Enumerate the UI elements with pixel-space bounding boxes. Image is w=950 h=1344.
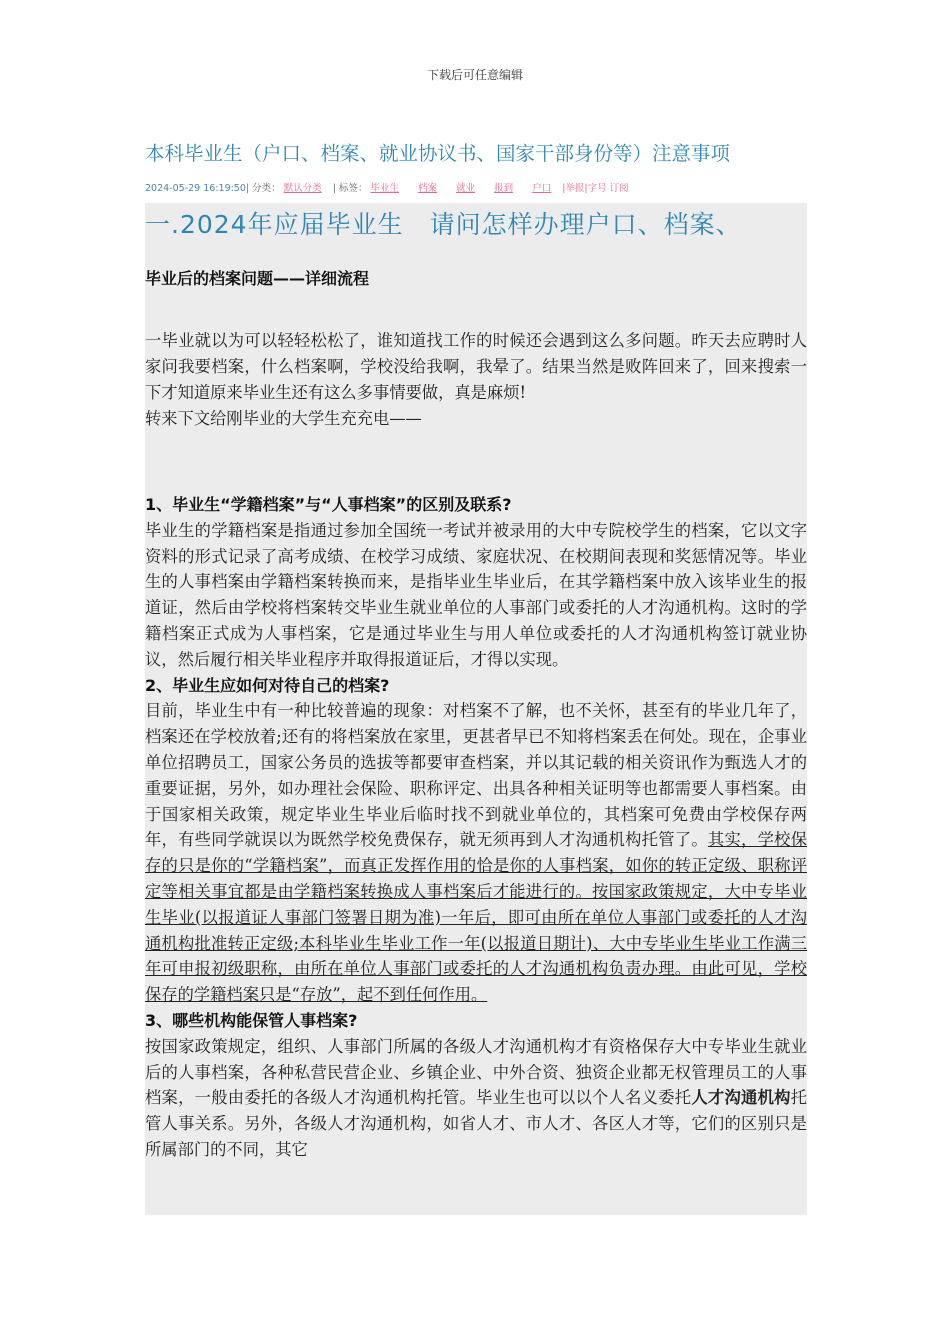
article-subheading: 毕业后的档案问题——详细流程	[145, 269, 370, 288]
tag-link-report[interactable]: 报到	[494, 183, 514, 194]
intro-paragraph: 一毕业就以为可以轻轻松松了，谁知道找工作的时候还会遇到这么多问题。昨天去应聘时人家问我要档案，什么档案啊，学校没给我啊，我晕了。结果当然是败阵回来了，回来搜索一下才知道原来毕业生还有这么多事情要做，真是麻烦!	[145, 331, 807, 402]
section-2-plain: 目前，毕业生中有一种比较普遍的现象：对档案不了解，也不关怀，甚至有的毕业几年了，档案还在学校放着;还有的将档案放在家里，更甚者早已不知将档案丢在何处。现在，企事业单位招聘员工，国家公务员的选拔等都要审查档案，并以其记载的相关资讯作为甄选人才的重要证据，另外，如办理社会保险、职称评定、出具各种相关证明等也都需要人事档案。由于国家相关政策，规定毕业生毕业后临时找不到就业单位的，其档案可免费由学校保存两年，有些同学就误以为既然学校免费保存，就无须再到人才沟通机构托管了。	[145, 701, 807, 850]
tag-link-archive[interactable]: 档案	[418, 183, 438, 194]
category-label: 分类：	[252, 183, 281, 194]
article-body	[145, 492, 807, 1163]
article-meta	[145, 180, 629, 194]
section-3-part-a: 按国家政策规定，组织、人事部门所属的各级人才沟通机构才有资格保存大中专毕业生就业后的人事档案，各种私营民营企业、乡镇企业、中外合资、独资企业都无权管理员工的人事档案，一般由委托的各级人才沟通机构托管。毕业生也可以以个人名义委托	[145, 1036, 807, 1108]
top-note: 下载后可任意编辑	[426, 68, 523, 82]
intro-forward-line: 转来下文给刚毕业的大学生充充电——	[145, 409, 422, 428]
post-datetime: 2024-05-29 16:19:50|	[145, 183, 250, 194]
article-title: 本科毕业生（户口、档案、就业协议书、国家干部身份等）注意事项	[145, 142, 731, 165]
section-3-title: 3、哪些机构能保管人事档案?	[145, 1010, 358, 1030]
section-2-underlined: 其实，学校保存的只是你的“学籍档案”，而真正发挥作用的恰是你的人事档案，如你的转正定级、职称评定等相关事宜都是由学籍档案转换成人事档案后才能进行的。按国家政策规定，大中专毕业生毕业(以报道证人事部门签署日期为准)一年后，即可由所在单位人事部门或委托的人才沟通机构批准转正定级;本科毕业生毕业工作一年(以报道日期计)、大中专毕业生毕业工作满三年可申报初级职称，由所在单位人事部门或委托的人才沟通机构负责办理。由此可见，学校保存的学籍档案只是“存放”，起不到任何作用。	[145, 830, 807, 1005]
section-2-text	[145, 698, 807, 1008]
section-3-bold-term: 人才沟通机构	[691, 1088, 791, 1108]
section-3-part-b: 托管人事关系。另外，各级人才沟通机构，如省人才、市人才、各区人才等，它们的区别只是所属部门的不同，其它	[145, 1088, 807, 1159]
tag-link-graduate[interactable]: 毕业生	[370, 183, 400, 194]
tags-label: | 标签：	[332, 183, 368, 194]
meta-actions[interactable]: |举报|字号 订阅	[562, 183, 629, 194]
intro-block	[145, 328, 807, 432]
section-3-text	[145, 1034, 807, 1163]
tag-link-employment[interactable]: 就业	[456, 183, 476, 194]
section-2-title: 2、毕业生应如何对待自己的档案?	[145, 675, 390, 695]
section-1-title: 1、毕业生“学籍档案”与“人事档案”的区别及联系?	[145, 495, 512, 514]
tag-link-hukou[interactable]: 户口	[532, 183, 552, 194]
article-heading: 一.2024年应届毕业生 请问怎样办理户口、档案、	[145, 210, 742, 239]
section-1-text: 毕业生的学籍档案是指通过参加全国统一考试并被录用的大中专院校学生的档案，它以文字资料的形式记录了高考成绩、在校学习成绩、家庭状况、在校期间表现和奖惩情况等。毕业生的人事档案由学籍档案转换而来，是指毕业生毕业后，在其学籍档案中放入该毕业生的报道证，然后由学校将档案转交毕业生就业单位的人事部门或委托的人才沟通机构。这时的学籍档案正式成为人事档案，它是通过毕业生与用人单位或委托的人才沟通机构签订就业协议，然后履行相关毕业程序并取得报道证后，才得以实现。	[145, 520, 807, 669]
category-link[interactable]: 默认分类	[283, 183, 322, 194]
